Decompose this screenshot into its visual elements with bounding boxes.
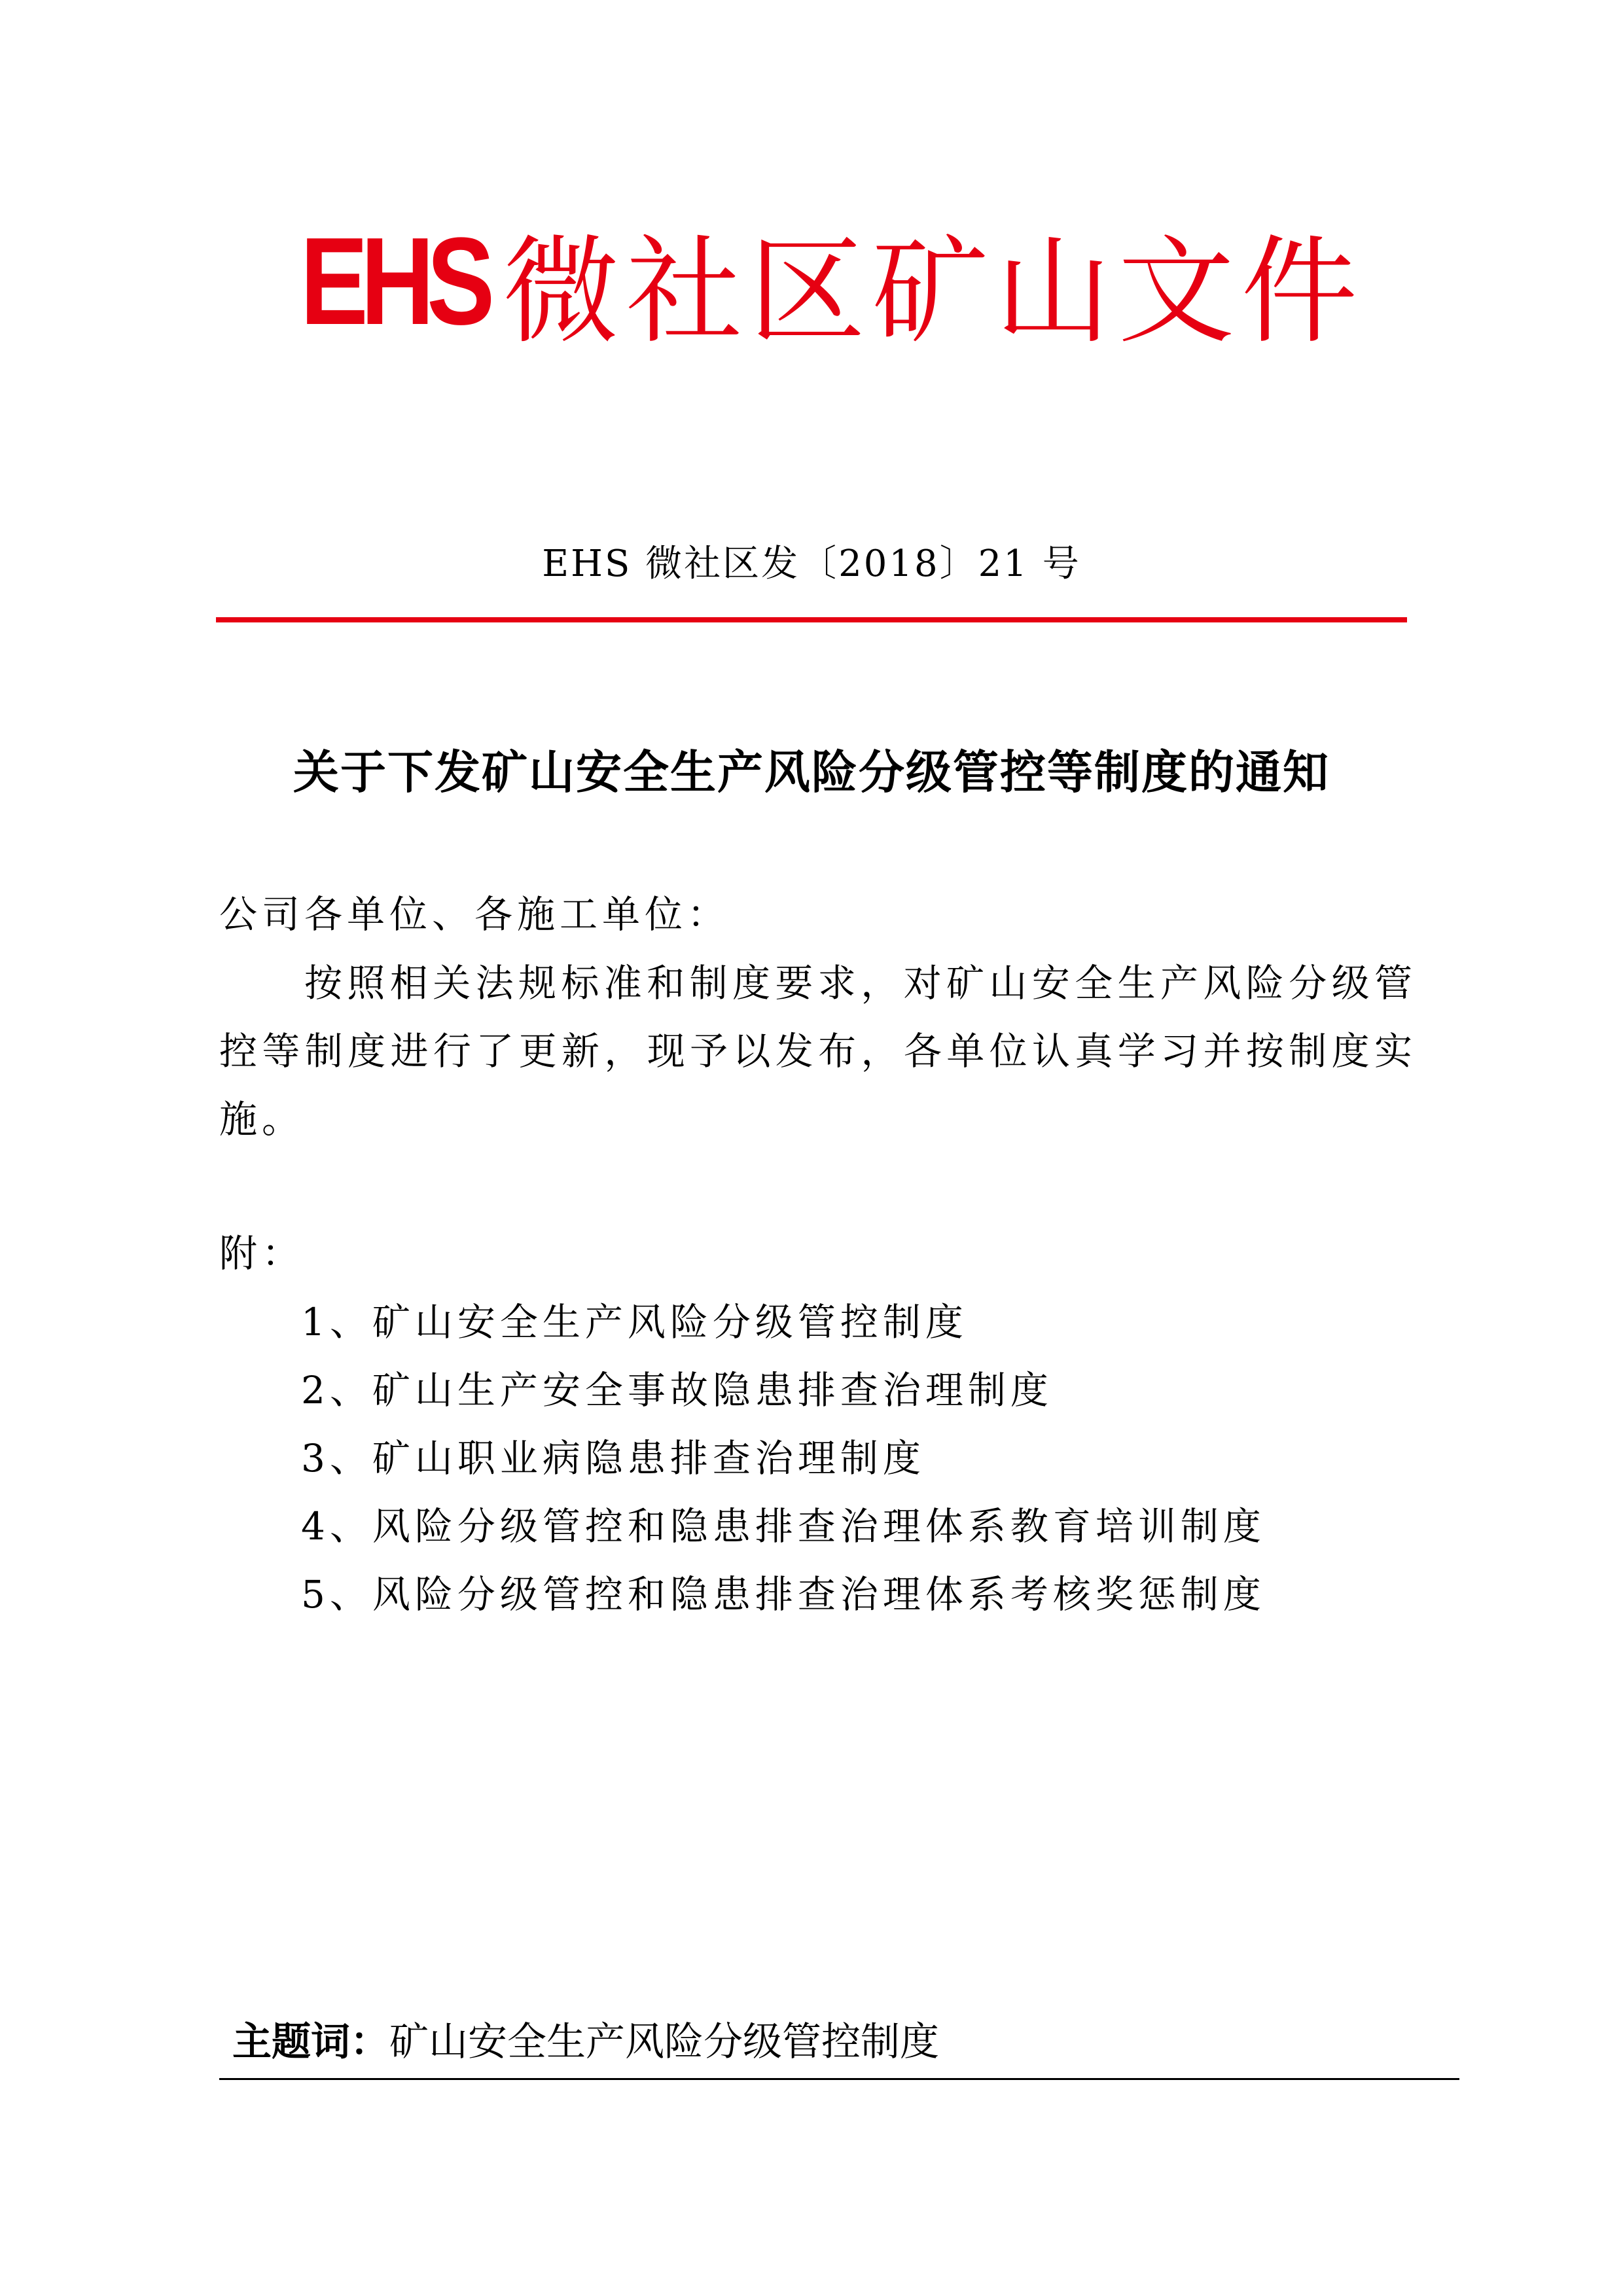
attachment-item: 5、风险分级管控和隐患排查治理体系考核奖惩制度 — [301, 1572, 1266, 1617]
attachments-list — [301, 1288, 1266, 1628]
body-paragraph: 按照相关法规标准和制度要求，对矿山安全生产风险分级管控等制度进行了更新，现予以发布，各单位认真学习并按制度实施。 — [219, 961, 1417, 1141]
keywords-label: 主题词： — [232, 2019, 389, 2065]
keywords-line — [232, 2013, 939, 2072]
salutation: 公司各单位、各施工单位： — [219, 892, 730, 937]
red-divider — [216, 617, 1407, 622]
document-number: EHS 微社区发〔2018〕21 号 — [542, 543, 1081, 585]
footer-divider — [219, 2078, 1459, 2080]
attachment-item: 3、矿山职业病隐患排查治理制度 — [301, 1436, 925, 1480]
notice-title: 关于下发矿山安全生产风险分级管控等制度的通知 — [293, 745, 1330, 799]
attachment-item: 2、矿山生产安全事故隐患排查治理制度 — [301, 1368, 1053, 1412]
header-brand: EHS — [300, 212, 488, 351]
document-header — [0, 209, 1623, 359]
header-title: 微社区矿山文件 — [503, 224, 1364, 359]
keywords-value: 矿山安全生产风险分级管控制度 — [389, 2019, 939, 2065]
attachments-label: 附： — [219, 1231, 305, 1276]
attachment-item: 4、风险分级管控和隐患排查治理体系教育培训制度 — [301, 1504, 1266, 1549]
attachment-item: 1、矿山安全生产风险分级管控制度 — [301, 1300, 968, 1344]
